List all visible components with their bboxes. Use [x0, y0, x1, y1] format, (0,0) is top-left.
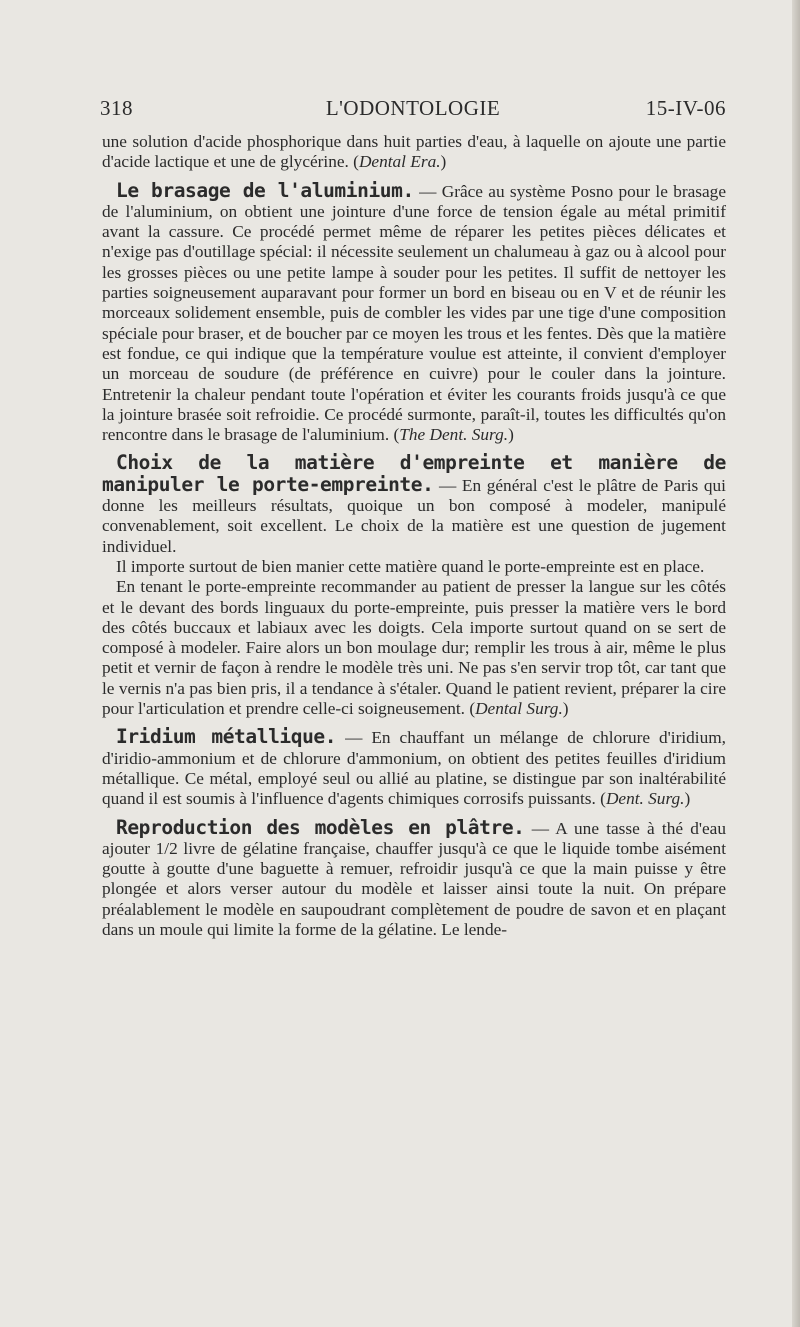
- text-brasage: — Grâce au système Posno pour le brasage de l'aluminium, on obtient une jointure d'une force de tension égale au métal primitif avant la cassure. Ce procédé permet même de réparer les petites pièces délicates et n'exige pas d'outillage spécial: il nécessite seulement un chalumeau à gaz ou à alcool pour les grosses pièces ou une petite lampe à souder pour les petites. Il suffit de nettoyer les parties soigneusement auparavant pour former un bord en biseau ou en V et de réunir les morceaux solidement ensemble, puis de combler les vides par une tige d'une composition spéciale pour braser, et de boucher par ce moyen les trous et les fentes. Dès que la matière est fondue, ce qui indique que la température voulue est atteinte, il convient d'employer un morceau de soudure (de préférence en cuivre) pour le couler dans la jointure. Entretenir la chaleur pendant toute l'opération et éviter les courants froids jusqu'à ce que la jointure brasée soit refroidie. Ce procédé surmonte, paraît-il, toutes les difficultés qu'on rencontre dans le brasage de l'aluminium. (: [102, 181, 726, 445]
- section-empreinte: [102, 453, 726, 556]
- intro-paragraph: [102, 132, 726, 173]
- body-text: [102, 132, 726, 940]
- close-iridium: ): [684, 789, 691, 809]
- heading-brasage: Le brasage de l'aluminium.: [116, 178, 414, 202]
- text-empreinte: — En général c'est le plâtre de Paris qui donne les meilleurs résultats, quoique un bon composé à modeler, manipulé convenablement, soit excellent. Le choix de la matière est une question de jugement individuel.: [102, 475, 726, 556]
- source-empreinte: Dental Surg.: [475, 699, 563, 719]
- intro-close: ): [440, 152, 447, 172]
- text-reproduction: — A une tasse à thé d'eau ajouter 1/2 livre de gélatine française, chauffer jusqu'à ce que le liquide tombe aisément goutte à goutte d'une baguette à remuer, refroidir jusqu'à ce que la main puisse y être plongée et alors verser autour du modèle et laisser ainsi toute la nuit. On prépare préalablement le modèle en saupoudrant complètement de poudre de savon et en plaçant dans un moule qui limite la forme de la gélatine. Le lende-: [102, 818, 726, 939]
- page-edge-shadow: [792, 0, 800, 1327]
- running-header: [100, 96, 726, 126]
- text-iridium: — En chauffant un mélange de chlorure d'iridium, d'iridio-ammonium et de chlorure d'ammonium, on obtient des petites feuilles d'iridium métallique. Ce métal, employé seul ou allié au platine, se distingue par son inaltérabilité quand il est soumis à l'influence d'agents chimiques corrosifs puissants. (: [102, 728, 726, 809]
- heading-reproduction: Reproduction des modèles en plâtre.: [116, 815, 525, 839]
- source-brasage: The Dent. Surg.: [399, 425, 509, 445]
- page-number: 318: [100, 96, 133, 120]
- paragraph-empreinte-2: Il importe surtout de bien manier cette matière quand le porte-empreinte est en place.: [116, 556, 705, 576]
- section-iridium: [102, 727, 726, 809]
- section-brasage: [102, 178, 726, 446]
- journal-title: L'ODONTOLOGIE: [325, 96, 501, 120]
- close-empreinte: ): [562, 699, 569, 719]
- intro-text: une solution d'acide phosphorique dans huit parties d'eau, à laquelle on ajoute une partie d'acide lactique et une de glycérine. (: [102, 132, 726, 172]
- paragraph-empreinte-3: [102, 577, 726, 719]
- heading-iridium: Iridium métallique.: [116, 725, 337, 749]
- source-iridium: Dent. Surg.: [605, 789, 685, 809]
- intro-source: Dental Era.: [358, 152, 441, 172]
- heading-empreinte: Choix de la matière d'empreinte et manière de manipuler le porte-empreinte.: [102, 451, 726, 496]
- close-brasage: ): [508, 425, 514, 445]
- issue-date: 15-IV-06: [645, 96, 726, 120]
- section-reproduction: [102, 815, 726, 941]
- text-empreinte-3: En tenant le porte-empreinte recommander au patient de presser la langue sur les côtés et le devant des bords linguaux du porte-empreinte, puis presser la matière vers le bord des côtés buccaux et labiaux avec les doigts. Cela importe surtout quand on se sert de composé à modeler. Faire alors un bon moulage dur; remplir les trous à air, même le plus petit et vernir de façon à rendre le modèle très uni. Ne pas s'en servir trop tôt, car tant que le vernis n'a pas bien pris, il a tendance à s'étaler. Quand le patient revient, préparer la cire pour l'articulation et prendre celle-ci soigneusement. (: [102, 577, 726, 719]
